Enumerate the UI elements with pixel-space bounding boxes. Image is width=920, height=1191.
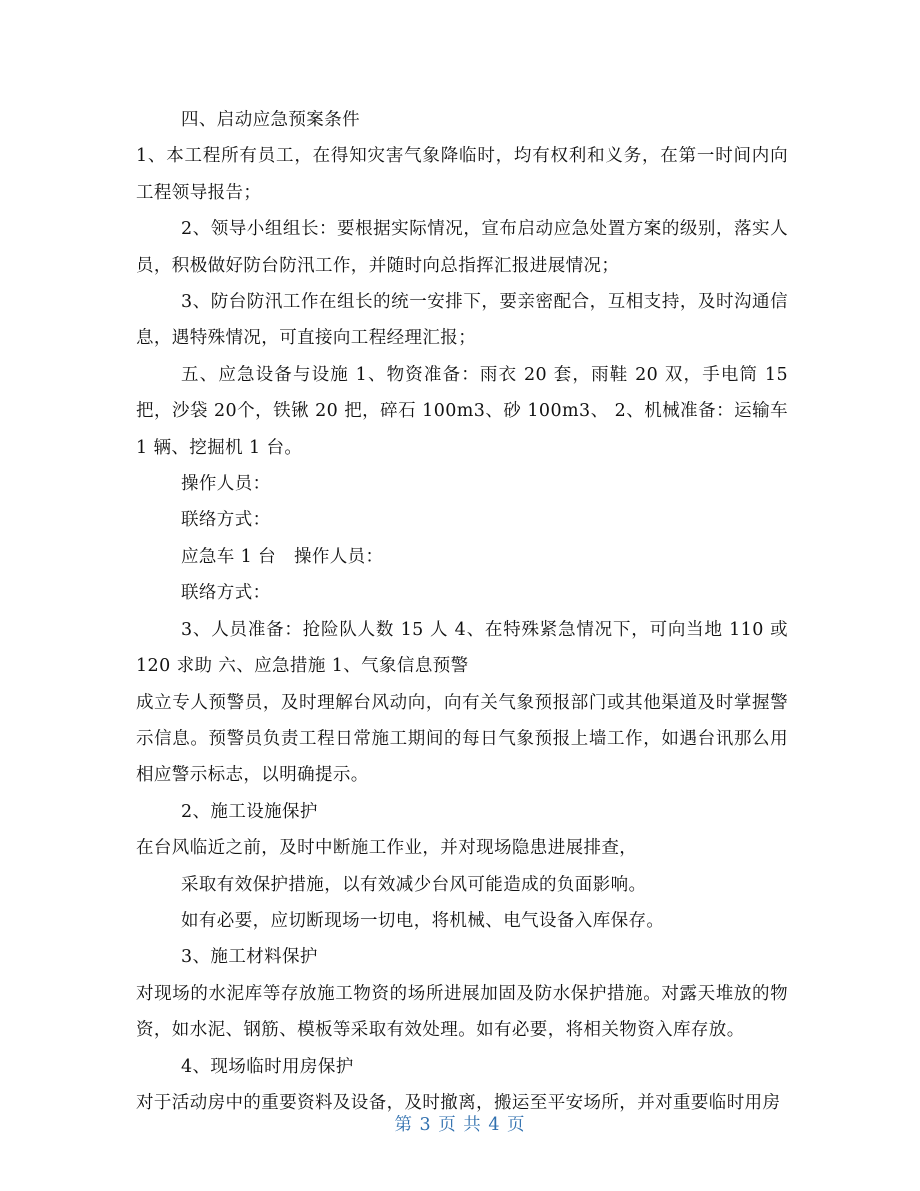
paragraph: 在台风临近之前，及时中断施工作业，并对现场隐患进展排查，	[136, 838, 638, 859]
paragraph: 联络方式：	[181, 583, 271, 604]
paragraph: 对现场的水泥库等存放施工物资的场所进展加固及防水保护措施。对露天堆放的物资，如水泥、钢筋、模板等采取有效处理。如有必要，将相关物资入库存放。	[136, 983, 788, 1041]
paragraph: 2、施工设施保护	[181, 801, 318, 822]
document-body	[136, 102, 788, 1121]
paragraph: 对于活动房中的重要资料及设备，及时撤离，搬运至平安场所，并对重要临时用房	[136, 1092, 781, 1113]
paragraph: 4、现场临时用房保护	[181, 1056, 354, 1077]
paragraph: 操作人员：	[181, 474, 271, 495]
paragraph: 1、本工程所有员工，在得知灾害气象降临时，均有权利和义务，在第一时间内向工程领导报告；	[136, 146, 788, 203]
paragraph: 成立专人预警员，及时理解台风动向，向有关气象预报部门或其他渠道及时掌握警示信息。预警员负责工程日常施工期间的每日气象预报上墙工作，如遇台讯那么用相应警示标志，以明确提示。	[136, 692, 788, 786]
paragraph: 四、启动应急预案条件	[181, 110, 360, 130]
paragraph: 联络方式：	[181, 510, 271, 531]
paragraph: 3、施工材料保护	[181, 947, 318, 968]
paragraph: 3、人员准备：抢险队人数 15 人 4、在特殊紧急情况下，可向当地 110 或 120 求助 六、应急措施 1、气象信息预警	[136, 619, 788, 677]
paragraph: 采取有效保护措施，以有效减少台风可能造成的负面影响。	[181, 874, 647, 895]
paragraph: 五、应急设备与设施 1、物资准备：雨衣 20 套，雨鞋 20 双，手电筒 15 把，沙袋 20个，铁锹 20 把，碎石 100m3、砂 100m3、 2、机械准备：运输车 1 辆、挖掘机 1 台。	[136, 364, 788, 458]
paragraph: 3、防台防汛工作在组长的统一安排下，要亲密配合，互相支持，及时沟通信息，遇特殊情况，可直接向工程经理汇报；	[136, 292, 788, 349]
paragraph: 如有必要，应切断现场一切电，将机械、电气设备入库保存。	[181, 910, 665, 931]
paragraph: 2、领导小组组长：要根据实际情况，宣布启动应急处置方案的级别，落实人员，积极做好防台防汛工作，并随时向总指挥汇报进展情况；	[136, 219, 788, 276]
paragraph: 应急车 1 台 操作人员：	[181, 546, 384, 567]
page-footer: 第 3 页 共 4 页	[394, 1115, 526, 1135]
